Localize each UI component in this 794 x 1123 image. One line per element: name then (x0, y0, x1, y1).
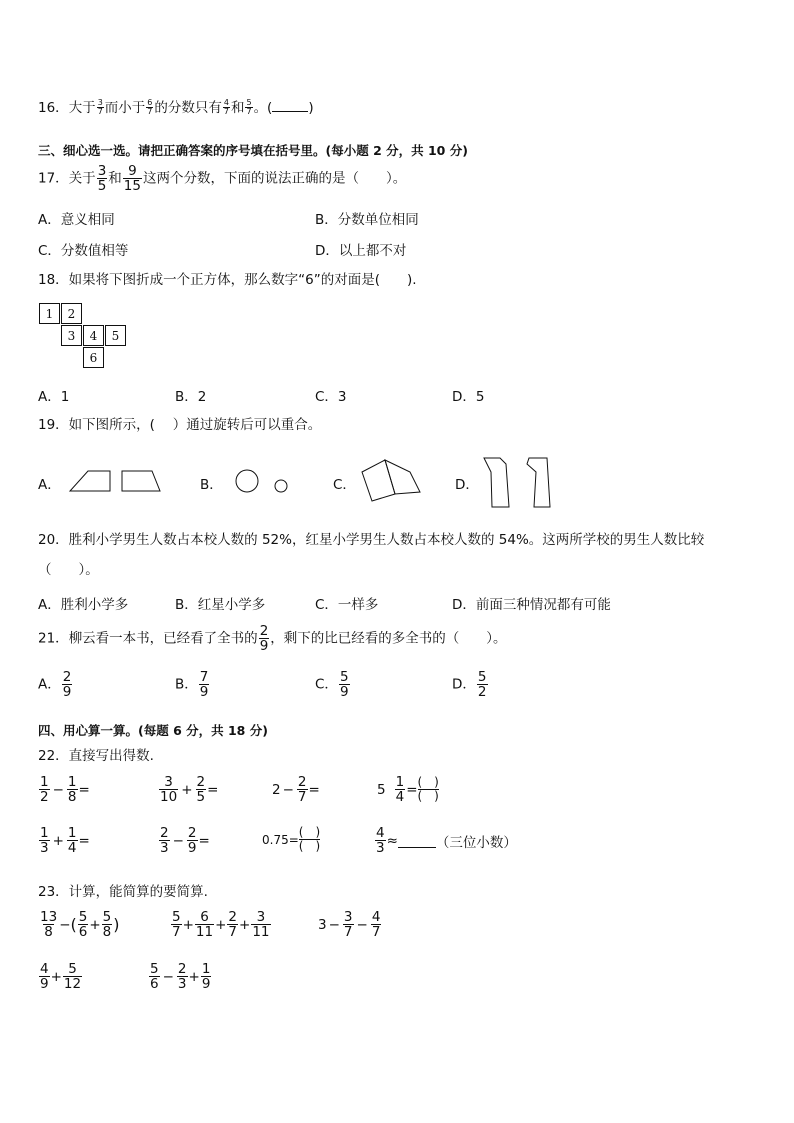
q20-option-d[interactable]: D．前面三种情况都有可能 (452, 597, 611, 613)
answer-fraction[interactable]: ( ) ( ) (298, 825, 321, 854)
q21-option-a[interactable]: A． $\frac{2}{9}$ (38, 669, 72, 701)
net-cell: 3 (61, 325, 82, 346)
answer-blank[interactable] (272, 111, 308, 112)
circle-b1 (236, 470, 258, 492)
q20-option-a[interactable]: A．胜利小学多 (38, 597, 129, 613)
q23-expr-5: 5 6 − $\frac{2}{3}$ + $\frac{1}{9}$ (150, 961, 211, 993)
question-17: 17．关于 $\frac{3}{5}$ 和 $\frac{9}{15}$ 这两个分数，下面的说法正确的是（ ）。 (38, 163, 407, 195)
q22-expr-5: 1 3 + $\frac{1}{4}$ = (40, 825, 90, 857)
q20-option-c[interactable]: C．一样多 (315, 597, 379, 613)
quad-c1 (362, 460, 395, 501)
question-19: 19．如下图所示，( ）通过旋转后可以重合。 (38, 417, 322, 433)
q23-expr-2: 5 7 + $\frac{6}{11}$ + $\frac{2}{7}$ + $\frac{3}{11}$ (172, 909, 270, 941)
q19-option-a[interactable]: A． (38, 477, 61, 493)
q22-expr-7: 0.75= ( ) ( ) (262, 825, 321, 854)
q20-option-b[interactable]: B．红星小学多 (175, 597, 266, 613)
q21-option-d[interactable]: D． $\frac{5}{2}$ (452, 669, 487, 701)
answer-blank[interactable] (398, 833, 436, 848)
q22-expr-2: 3 10 + $\frac{2}{5}$ = (160, 774, 219, 806)
net-cell: 4 (83, 325, 104, 346)
q22-expr-8: $\frac{4}{3}$ ≈ （三位小数） (376, 825, 517, 857)
q18-option-d[interactable]: D．5 (452, 389, 485, 405)
net-cell: 2 (61, 303, 82, 324)
bar-d1 (484, 458, 509, 507)
q18-option-b[interactable]: B．2 (175, 389, 207, 405)
question-22: 22．直接写出得数. (38, 748, 154, 764)
q17-option-c[interactable]: C．分数值相等 (38, 243, 129, 259)
q21-option-b[interactable]: B． $\frac{7}{9}$ (175, 669, 209, 701)
question-23: 23．计算，能简算的要简算. (38, 884, 208, 900)
trapezoid-a1 (70, 471, 110, 491)
circle-b2 (275, 480, 287, 492)
q19-shapes (0, 450, 794, 515)
q23-expr-1: 13 8 − ( 5 6 + $\frac{5}{8}$ ) (40, 909, 120, 941)
q22-expr-1: 1 2 − $\frac{1}{8}$ = (40, 774, 90, 806)
q18-option-c[interactable]: C．3 (315, 389, 347, 405)
net-cell: 6 (83, 347, 104, 368)
q17-option-a[interactable]: A．意义相同 (38, 212, 115, 228)
section-3-heading: 三、细心选一选。请把正确答案的序号填在括号里。(每小题 2 分，共 10 分) (38, 143, 468, 158)
q23-expr-3: 3 − $\frac{3}{7}$ − $\frac{4}{7}$ (318, 909, 381, 941)
net-cell: 1 (39, 303, 60, 324)
q19-option-b[interactable]: B． (200, 477, 223, 493)
bar-d2 (527, 458, 550, 507)
q19-option-d[interactable]: D． (455, 477, 479, 493)
q19-option-c[interactable]: C． (333, 477, 356, 493)
q22-expr-3: 2 − $\frac{2}{7}$ = (272, 774, 320, 806)
q22-expr-6: 2 3 − $\frac{2}{9}$ = (160, 825, 210, 857)
section-4-heading: 四、用心算一算。(每题 6 分，共 18 分) (38, 723, 268, 738)
quad-c2 (385, 460, 420, 494)
q21-option-c[interactable]: C． $\frac{5}{9}$ (315, 669, 349, 701)
question-21: 21．柳云看一本书，已经看了全书的 $\frac{2}{9}$ ，剩下的比已经看的多全书的（ ）。 (38, 623, 507, 655)
q22-expr-4: 5 $\frac{1}{4}$ = ( ) ( ) (377, 774, 439, 806)
question-20-cont: （ ）。 (38, 562, 99, 578)
q18-option-a[interactable]: A．1 (38, 389, 70, 405)
q23-expr-4: 4 9 + $\frac{5}{12}$ (40, 961, 82, 993)
question-18: 18．如果将下图折成一个正方体，那么数字“6”的对面是( ). (38, 272, 417, 288)
answer-fraction[interactable]: ( ) ( ) (417, 774, 439, 804)
question-20: 20．胜利小学男生人数占本校人数的 52%，红星小学男生人数占本校人数的 54%。这两所学校的男生人数比较 (38, 532, 705, 548)
trapezoid-a2 (122, 471, 160, 491)
net-cell: 5 (105, 325, 126, 346)
q17-option-b[interactable]: B．分数单位相同 (315, 212, 419, 228)
question-16: 16．大于 $\frac{3}{7}$ 而小于 $\frac{6}{7}$ 的分数只有 $\frac{4}{7}$ 和 $\frac{5}{7}$ 。( ) (38, 98, 314, 117)
q17-option-d[interactable]: D．以上都不对 (315, 243, 407, 259)
